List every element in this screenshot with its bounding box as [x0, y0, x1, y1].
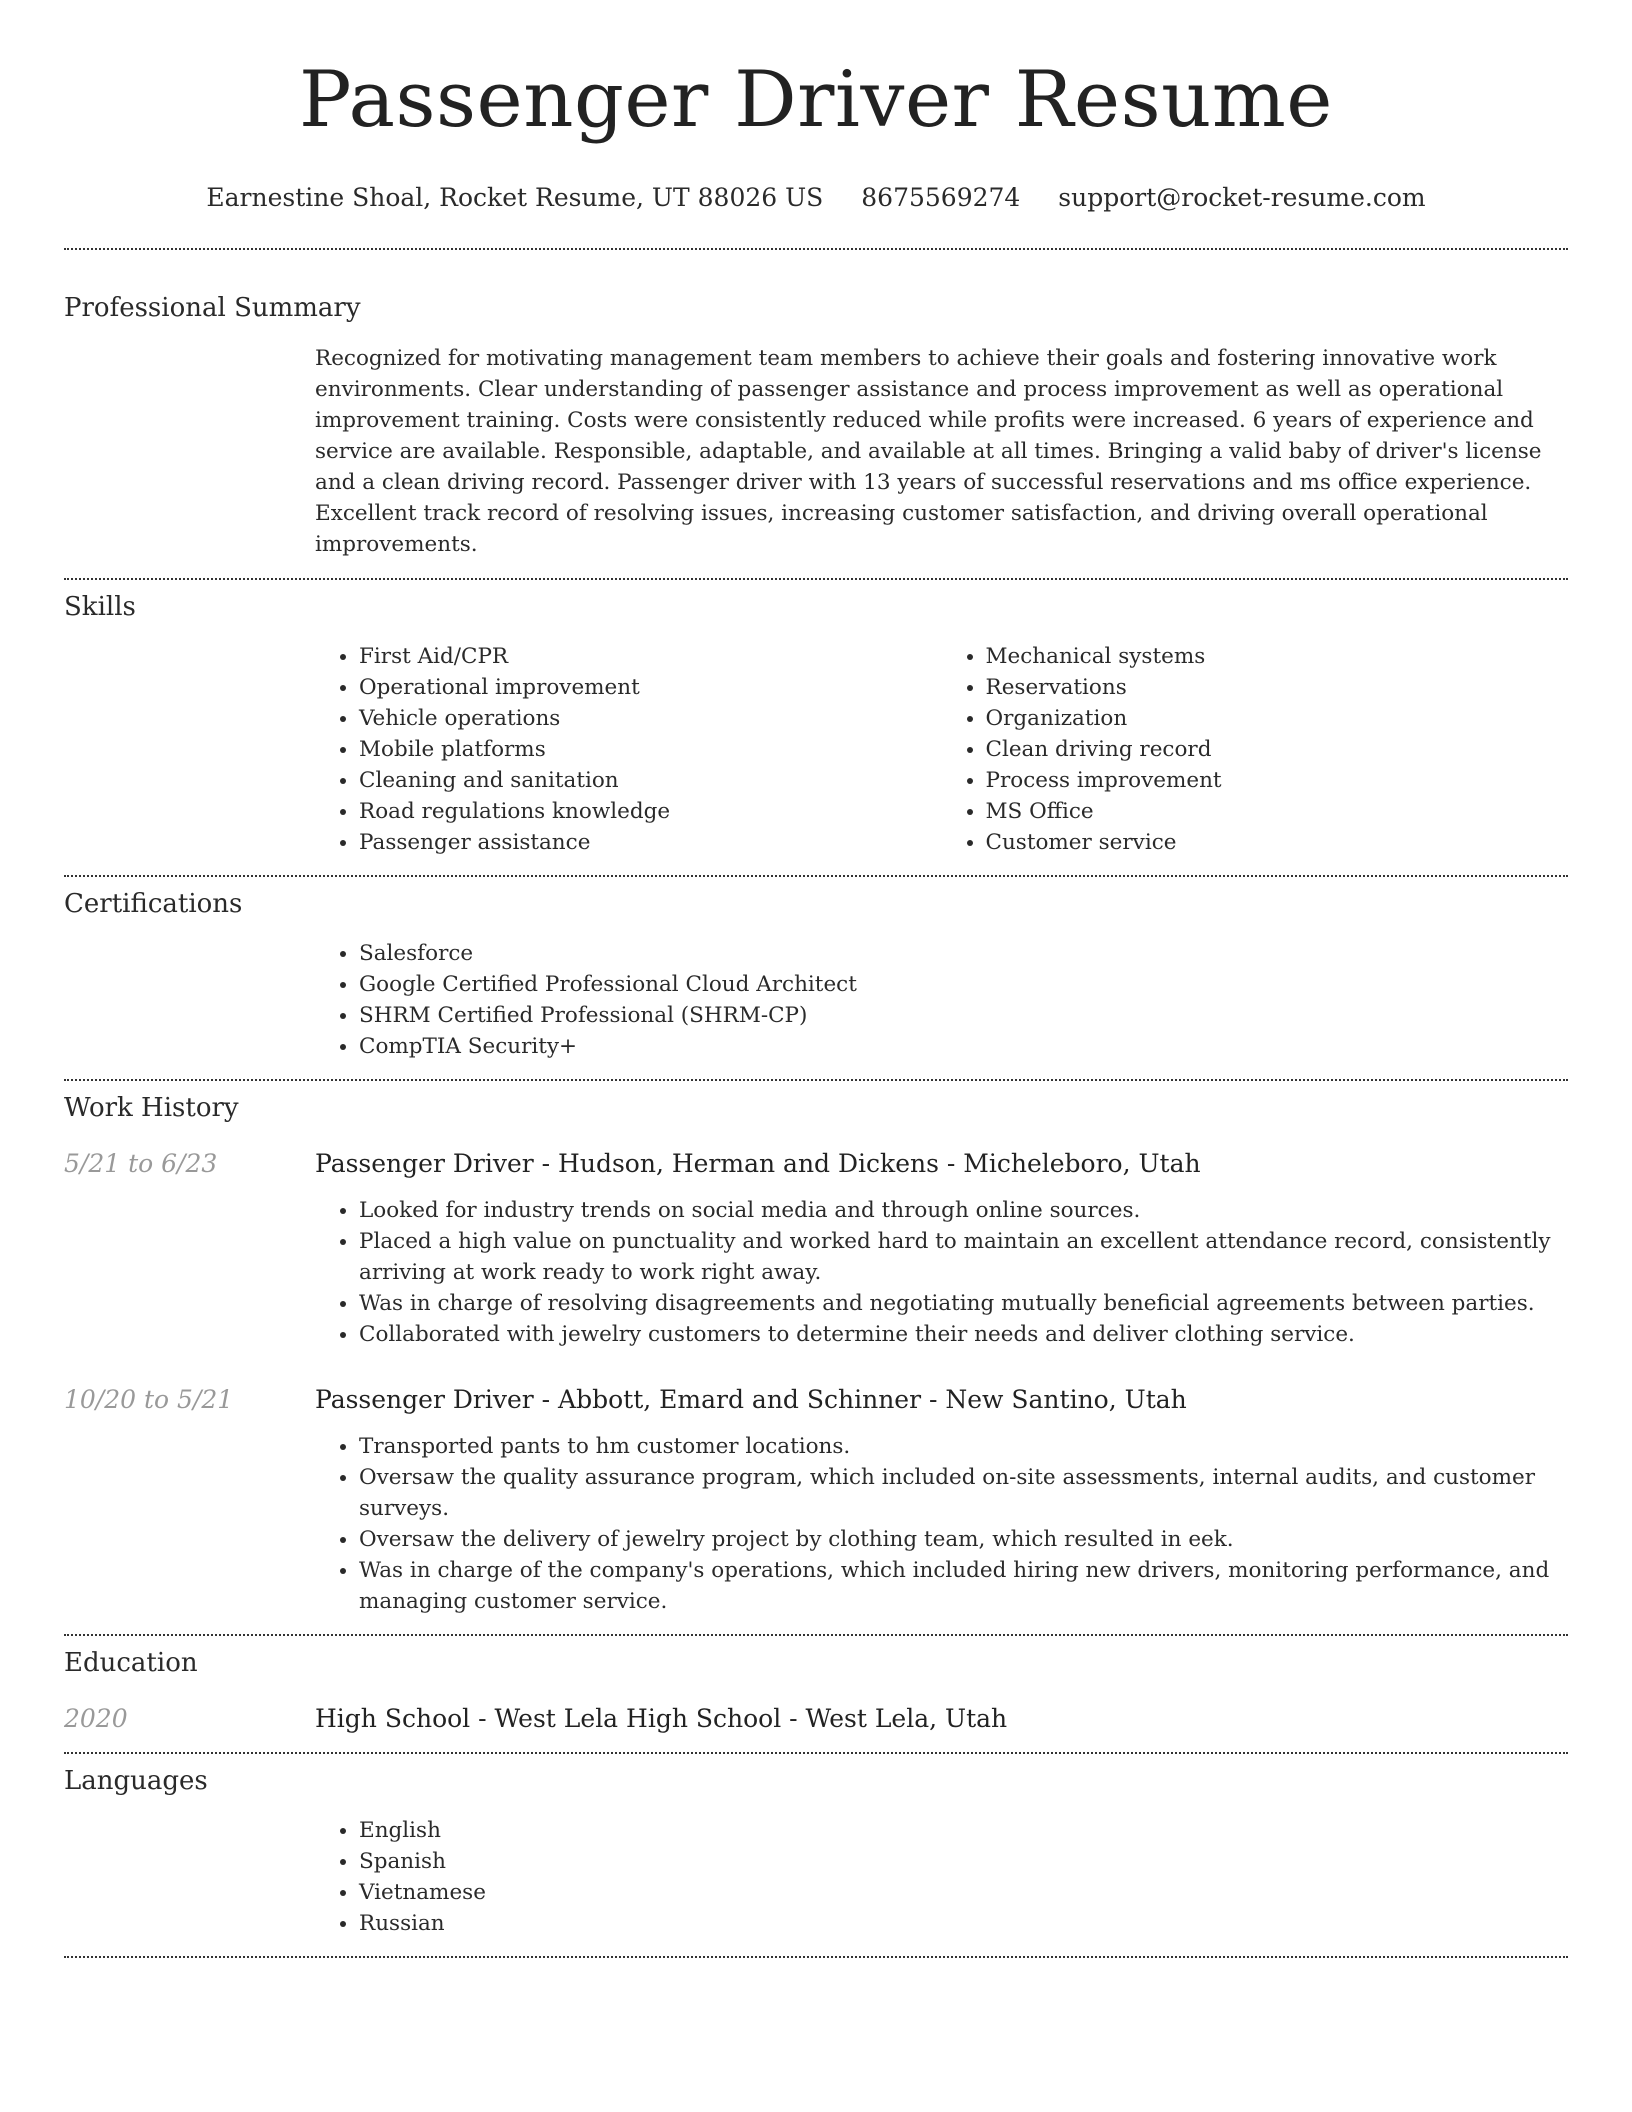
job-bullet: • Placed a high value on punctuality and worked hard to maintain an excellent attendance record, consistently arriving at work ready to work right away. [359, 1226, 1568, 1288]
skills-heading: Skills [64, 592, 136, 622]
skill-item: • Mobile platforms [359, 734, 942, 765]
certifications-section [64, 877, 1568, 1079]
job-entry [64, 1383, 1568, 1634]
languages-heading: Languages [64, 1766, 208, 1796]
certification-item: • SHRM Certified Professional (SHRM-CP) [359, 1000, 1568, 1031]
skill-item: • First Aid/CPR [359, 641, 942, 672]
skills-section [64, 580, 1568, 875]
job-bullets [315, 1431, 1568, 1617]
summary-section [64, 250, 1568, 578]
skill-item: • Customer service [986, 827, 1569, 858]
job-bullet: • Was in charge of resolving disagreements and negotiating mutually beneficial agreements between parties. [359, 1288, 1568, 1319]
skill-item: • Operational improvement [359, 672, 942, 703]
summary-heading: Professional Summary [64, 293, 361, 323]
languages-list [315, 1815, 1568, 1939]
skill-item: • Vehicle operations [359, 703, 942, 734]
certifications-list [315, 938, 1568, 1062]
certification-item: • Google Certified Professional Cloud Architect [359, 969, 1568, 1000]
contact-line [64, 182, 1568, 214]
skill-item: • Road regulations knowledge [359, 796, 942, 827]
job-bullets [315, 1195, 1568, 1350]
job-dates: 5/21 to 6/23 [64, 1149, 218, 1178]
job-dates: 10/20 to 5/21 [64, 1385, 234, 1414]
skills-list-right [942, 641, 1569, 858]
skill-item: • Organization [986, 703, 1569, 734]
skill-item: • Clean driving record [986, 734, 1569, 765]
divider [64, 1956, 1568, 1958]
resume-title: Passenger Driver Resume [299, 55, 1333, 145]
skill-item: • MS Office [986, 796, 1569, 827]
job-title: Passenger Driver - Abbott, Emard and Schinner - New Santino, Utah [315, 1385, 1187, 1414]
contact-phone: 8675569274 [861, 183, 1021, 212]
contact-address: Earnestine Shoal, Rocket Resume, UT 88026 US [206, 183, 824, 212]
job-bullet: • Oversaw the quality assurance program, which included on-site assessments, internal audits, and customer surveys. [359, 1462, 1568, 1524]
skill-item: • Passenger assistance [359, 827, 942, 858]
certifications-heading: Certifications [64, 889, 243, 919]
job-bullet: • Oversaw the delivery of jewelry project by clothing team, which resulted in eek. [359, 1524, 1568, 1555]
education-year: 2020 [64, 1704, 128, 1733]
summary-text: Recognized for motivating management team members to achieve their goals and fostering innovative work environments. Clear understanding of passenger assistance and process improvement as well as operational improvement training. Costs were consistently reduced while profits were increased. 6 years of experience and service are available. Responsible, adaptable, and available at all times. Bringing a valid baby of driver's license and a clean driving record. Passenger driver with 13 years of successful reservations and ms office experience. Excellent track record of resolving issues, increasing customer satisfaction, and driving overall operational improvements. [315, 346, 1542, 557]
languages-section [64, 1754, 1568, 1956]
skill-item: • Process improvement [986, 765, 1569, 796]
job-bullet: • Looked for industry trends on social media and through online sources. [359, 1195, 1568, 1226]
education-entry [64, 1702, 1568, 1736]
language-item: • Vietnamese [359, 1877, 1568, 1908]
work-history-heading: Work History [64, 1093, 239, 1123]
certification-item: • Salesforce [359, 938, 1568, 969]
education-heading: Education [64, 1648, 198, 1678]
skill-item: • Reservations [986, 672, 1569, 703]
skill-item: • Cleaning and sanitation [359, 765, 942, 796]
language-item: • Russian [359, 1908, 1568, 1939]
work-history-section [64, 1081, 1568, 1634]
job-entry [64, 1147, 1568, 1350]
skills-list-left [315, 641, 942, 858]
language-item: • English [359, 1815, 1568, 1846]
job-bullet: • Was in charge of the company's operations, which included hiring new drivers, monitoring performance, and managing customer service. [359, 1555, 1568, 1617]
job-bullet: • Transported pants to hm customer locations. [359, 1431, 1568, 1462]
skill-item: • Mechanical systems [986, 641, 1569, 672]
contact-email: support@rocket-resume.com [1058, 183, 1426, 212]
job-bullet: • Collaborated with jewelry customers to determine their needs and deliver clothing service. [359, 1319, 1568, 1350]
certification-item: • CompTIA Security+ [359, 1031, 1568, 1062]
job-title: Passenger Driver - Hudson, Herman and Dickens - Micheleboro, Utah [315, 1149, 1201, 1178]
education-school: High School - West Lela High School - West Lela, Utah [315, 1704, 1008, 1733]
language-item: • Spanish [359, 1846, 1568, 1877]
education-section [64, 1636, 1568, 1752]
